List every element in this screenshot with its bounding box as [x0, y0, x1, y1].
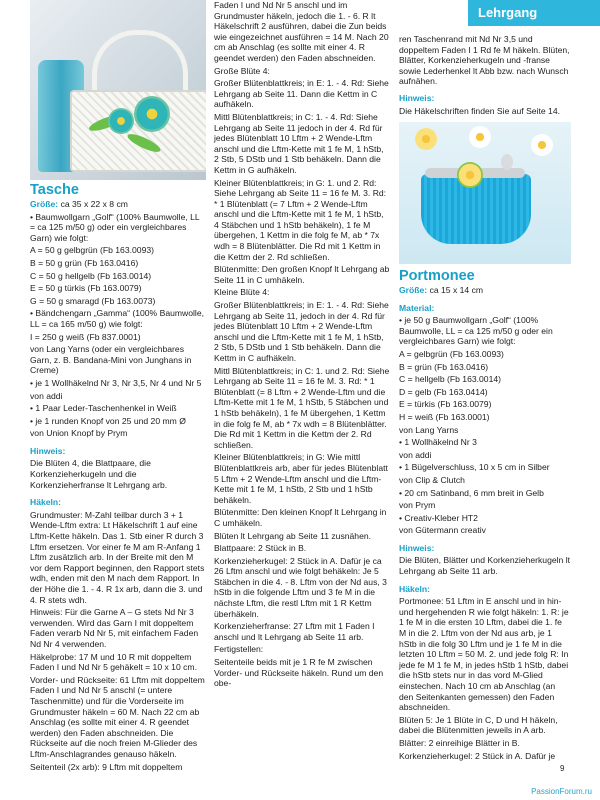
instruction-paragraph: Blattpaare: 2 Stück in B.	[214, 543, 307, 554]
instruction-paragraph: Blütenmitte: Den großen Knopf lt Lehrgang ab Seite 11 in C umhäkeln.	[214, 264, 390, 285]
instruction-paragraph: Blätter: 2 einreihige Blätter in B.	[399, 737, 520, 748]
instruction-paragraph: Mittl Blütenblattkreis; in C: 1. - 4. Rd: Siehe Lehrgang ab Seite 11 jedoch in der 4. Rd für jedes Blütenblatt 10 Lftm + 2 Wende-Lftm anschl und die Lftm-Kette mit 1 fe M, 1 hStb, 2 Stb, 5 DStb und 1 Stb behäkeln. Dann die Kettm in G aufhäkeln.	[214, 111, 384, 175]
instruction-paragraph: Korkenzieherfranse: 27 Lftm mit 1 Faden I anschl und lt Lehrgang ab Seite 11 arb.	[214, 621, 375, 642]
size-label: Größe:	[399, 285, 428, 295]
size-label: Größe:	[30, 199, 59, 209]
material-line: von Prym	[399, 500, 436, 511]
material-line: G = 50 g smaragd (Fb 163.0073)	[30, 295, 156, 306]
material-line: A = gelbgrün (Fb 163.0093)	[399, 348, 504, 359]
portmonee-hinweis: Die Blüten, Blätter und Korkenzieherkugeln lt Lehrgang ab Seite 11 arb.	[399, 555, 571, 577]
crochet-flower	[531, 134, 553, 156]
instruction-paragraph: Blüten 5: Je 1 Blüte in C, D und H häkeln, dabei die Blütenmitten jeweils in A arb.	[399, 714, 558, 736]
material-line: C = 50 g hellgelb (Fb 163.0014)	[30, 270, 152, 281]
material-line: D = gelb (Fb 163.0414)	[399, 386, 488, 397]
material-line: • Bändchengarn „Gamma“ (100% Baumwolle, LL = ca 165 m/50 g) wie folgt:	[30, 308, 205, 329]
material-line: • je 1 runden Knopf von 25 und 20 mm Ø	[30, 415, 186, 426]
instruction-paragraph: Korkenzieherkugel: 2 Stück in A. Dafür je	[399, 750, 556, 761]
instruction-paragraph: Kleiner Blütenblattkreis; in G: 1. und 2. Rd: Siehe Lehrgang ab Seite 11 = 16 fe M. 3. Rd: * 1 Blütenblatt (= 7 Lftm + 2 Wende-Lftm anschl und die Lftm-Kette mit 1 fe M, 1 hStb, 4 Stäbchen und 1 hStb behäkeln), 1 fe M übergehen, 1 Kettm in die folg fe M, ab * 7x wdh = 8 Blütenblätter. Die Rd mit 1 Kettm in die Kettm der 2. Rd schließen.	[214, 177, 387, 262]
portmonee-hinweis-label: Hinweis:	[399, 542, 435, 553]
material-line: H = weiß (Fb 163.0001)	[399, 411, 490, 422]
portmonee-instructions	[399, 596, 571, 761]
tasche-hinweis-label: Hinweis:	[30, 445, 66, 456]
material-line: E = türkis (Fb 163.0079)	[399, 399, 492, 410]
tasche-hinweis: Die Blüten 4, die Blattpaare, die Korkenzieherkugeln und die Korkenzieherfranse lt Lehrgang arb.	[30, 458, 168, 490]
instruction-paragraph: Häkelprobe: 17 M und 10 R mit doppeltem Faden I und Nd Nr 5 gehäkelt = 10 x 10 cm.	[30, 651, 197, 673]
portmonee-size	[399, 285, 571, 296]
portmonee-material-list	[399, 315, 571, 536]
instruction-paragraph: Portmonee: 51 Lftm in E anschl und in hin- und hergehenden R wie folgt häkeln: 1. R: je 1 fe M in die ersten 10 Lftm, dabei die 1. fe M in die 2. Lftm von der Nd aus arb, je 1 hStb in die folg 30 Lftm und je 1 fe M in die letzten 10 Lftm = 50 M. 2. und jede folg R: In jede fe M 1 fe M, in jedes hStb 1 hStb, dabei die hStb stets nur in das vord M-Glied einstechen. Nach 10 cm ab Anschlag (an den Seitenkanten gemessen) den Faden abschneiden.	[399, 596, 569, 713]
instruction-paragraph: Korkenzieherkugel: 2 Stück in A. Dafür je ca 26 Lftm anschl und wie folgt behäkeln: Je 5 Stäbchen in die 4. - 8. Lftm von der Nd aus, 3 hStb in die folgende Lftm und 3 fe M in die nächste Lftm, die restl Lftm mit 1 R Kettm überhäkeln.	[214, 555, 387, 619]
tasche-size	[30, 199, 206, 210]
material-line: B = grün (Fb 163.0416)	[399, 361, 489, 372]
right-intro: ren Taschenrand mit Nd Nr 3,5 und doppeltem Faden I 1 Rd fe M häkeln. Blüten, Blätter, Korkenzieherkugeln und -franse sowie Lederhenkel lt Abb bzw. nach Wunsch aufnähen.	[399, 34, 570, 87]
material-line: • 1 Wollhäkelnd Nr 3	[399, 437, 477, 448]
instruction-paragraph: Fertigstellen:	[214, 644, 264, 655]
material-line: • Baumwollgarn „Golf“ (100% Baumwolle, LL = ca 125 m/50 g) oder ein vergleichbares Garn) wie folgt:	[30, 211, 200, 243]
purse-photo	[399, 122, 571, 264]
material-line: • 1 Paar Leder-Taschenhenkel in Weiß	[30, 403, 177, 414]
size-value: ca 15 x 14 cm	[429, 285, 484, 295]
page-number: 9	[560, 764, 565, 773]
material-line: von Lang Yarns (oder ein vergleichbares Garn, z. B. Bandana-Mini von Junghans in Creme)	[30, 344, 192, 376]
purse-clasp-knob	[501, 154, 513, 170]
instruction-paragraph: Blütenmitte: Den kleinen Knopf lt Lehrgang in C umhäkeln.	[214, 507, 387, 528]
material-line: I = 250 g weiß (Fb 837.0001)	[30, 331, 141, 342]
instruction-paragraph: Faden I und Nd Nr 5 anschl und im Grundmuster häkeln, jedoch die 1. - 6. R lt Häkelschrift 2 ausführen, dabei die Zun beids wie eingezeichnet ausführen = 14 M. Nach 20 cm ab Anschlag (es sollte mit einer 4. R geendet werden) den Faden abschneiden.	[214, 0, 389, 63]
crochet-flower	[108, 108, 134, 134]
material-line: • 20 cm Satinband, 6 mm breit in Gelb	[399, 487, 544, 498]
right-column-top	[399, 34, 571, 118]
instruction-paragraph: Grundmuster: M-Zahl teilbar durch 3 + 1 Wende-Lftm extra: Lt Häkelschrift 1 auf eine Lftm-Kette häkeln. Das 1. Stb einer R durch 3 Lftm ersetzen. Vor einer fe M am R-Anfang 1 Lftm zusätzlich arb. In der Breite mit den M vor dem Rapport beginnen, den Rapport stets wdh, enden mit den M nach dem Rapport. In der Höhe die 1. - 4. R 1x arb, dann die 3. und 4. R stets wdh.	[30, 509, 205, 605]
material-line: • je 50 g Baumwollgarn „Golf“ (100% Baumwolle, LL = ca 125 m/50 g oder ein vergleichbares Garn) wie folgt:	[399, 315, 553, 347]
right-hinweis-label: Hinweis:	[399, 92, 435, 103]
right-hinweis: Die Häkelschriften finden Sie auf Seite 14.	[399, 105, 560, 116]
material-line: von addi	[399, 449, 432, 460]
crochet-flower	[415, 128, 437, 150]
instruction-paragraph: Kleine Blüte 4:	[214, 287, 270, 298]
watermark: PassionForum.ru	[531, 787, 592, 796]
crochet-flower	[457, 162, 483, 188]
right-column-portmonee	[399, 268, 571, 763]
tasche-material-list	[30, 212, 206, 439]
material-line: A = 50 g gelbgrün (Fb 163.0093)	[30, 245, 154, 256]
crochet-flower	[134, 96, 170, 132]
instruction-paragraph: Großer Blütenblattkreis; in E: 1. - 4. Rd: Siehe Lehrgang ab Seite 11, jedoch in der 4. Rd für jedes Blütenblatt 10 Lftm + 2 Wende-Lftm anschl und die Lftm-Kette mit 1 fe M, 1 hStb, 2 Stb, 5 DStb und 1 Stb behäkeln. Dann die Kettm in C aufhäkeln.	[214, 300, 389, 363]
instruction-paragraph: Große Blüte 4:	[214, 65, 270, 76]
left-column	[30, 182, 206, 774]
instruction-paragraph: Kleiner Blütenblattkreis; in G: Wie mittl Blütenblattkreis arb, aber für jedes Blütenblatt 5 Lftm + 2 Wende-Lftm anschl und die Lftm-Kette mit 1 fe M, 1 hStb, 2 Stb und 1 hStb behäkeln.	[214, 452, 388, 505]
instruction-paragraph: Vorder- und Rückseite: 61 Lftm mit doppeltem Faden I und Nd Nr 5 anschl (= untere Taschenmitte) und für die Vorderseite im Grundmuster häkeln = 60 M. Nach 22 cm ab Anschlag (es sollte mit einer 4. R geendet werden) den Faden abschneiden. Die Rückseite auf die noch freien M-Glieder des Lftm-Anschlagrandes genauso häkeln.	[30, 674, 205, 759]
material-line: von Clip & Clutch	[399, 474, 465, 485]
material-line: • je 1 Wollhäkelnd Nr 3, Nr 3,5, Nr 4 und Nr 5	[30, 377, 202, 388]
material-line: • 1 Bügelverschluss, 10 x 5 cm in Silber	[399, 462, 550, 473]
material-line: • Creativ-Kleber HT2	[399, 512, 478, 523]
material-line: C = hellgelb (Fb 163.0014)	[399, 374, 501, 385]
instruction-paragraph: Großer Blütenblattkreis; in E: 1. - 4. Rd: Siehe Lehrgang ab Seite 11. Dann die Kettm in C aufhäkeln.	[214, 78, 389, 110]
instruction-paragraph: Hinweis: Für die Garne A – G stets Nd Nr 3 verwenden. Wird das Garn I mit doppeltem Faden verarb Nd Nr 5, mit einfachem Faden Nd Nr 4 verwenden.	[30, 607, 199, 649]
instruction-paragraph: Seitenteil (2x arb): 9 Lftm mit doppeltem	[30, 761, 183, 772]
material-line: B = 50 g grün (Fb 163.0416)	[30, 257, 139, 268]
crochet-flower	[469, 126, 491, 148]
section-tab-lehrgang: Lehrgang	[468, 0, 600, 26]
material-line: E = 50 g türkis (Fb 163.0079)	[30, 283, 142, 294]
middle-instructions	[214, 0, 390, 689]
instruction-paragraph: Mittl Blütenblattkreis; in C: 1. und 2. Rd: Siehe Lehrgang ab Seite 11 = 16 fe M. 3. Rd: * 1 Blütenblatt (= 8 Lftm + 2 Wende-Lftm und die Lftm-Kette mit 1 fe M, 1 hStb, 5 Stäbchen und 1 hStb behäkeln), 1 fe M übergehen, 1 Kettm in die folg fe M, ab * 7x wdh = 8 Blütenblätter. Die Rd mit 1 Kettm in die Kettm der 2. Rd schließen.	[214, 365, 390, 450]
instruction-paragraph: Seitenteile beids mit je 1 R fe M zwischen Vorder- und Rückseite häkeln. Rund um den obe-	[214, 657, 384, 689]
tasche-haekeln-label: Häkeln:	[30, 497, 62, 508]
tasche-title: Tasche	[30, 182, 79, 198]
middle-column	[214, 0, 390, 691]
instruction-paragraph: Blüten lt Lehrgang ab Seite 11 zusnähen.	[214, 530, 372, 541]
portmonee-haekeln-label: Häkeln:	[399, 583, 431, 594]
portmonee-material-label: Material:	[399, 302, 435, 313]
bag-photo	[30, 0, 206, 180]
portmonee-title: Portmonee	[399, 268, 475, 284]
material-line: von Gütermann creativ	[399, 525, 486, 536]
material-line: von addi	[30, 390, 63, 401]
tasche-instructions	[30, 510, 206, 772]
material-line: von Union Knopf by Prym	[30, 428, 128, 439]
material-line: von Lang Yarns	[399, 424, 459, 435]
size-value: ca 35 x 22 x 8 cm	[60, 199, 128, 209]
